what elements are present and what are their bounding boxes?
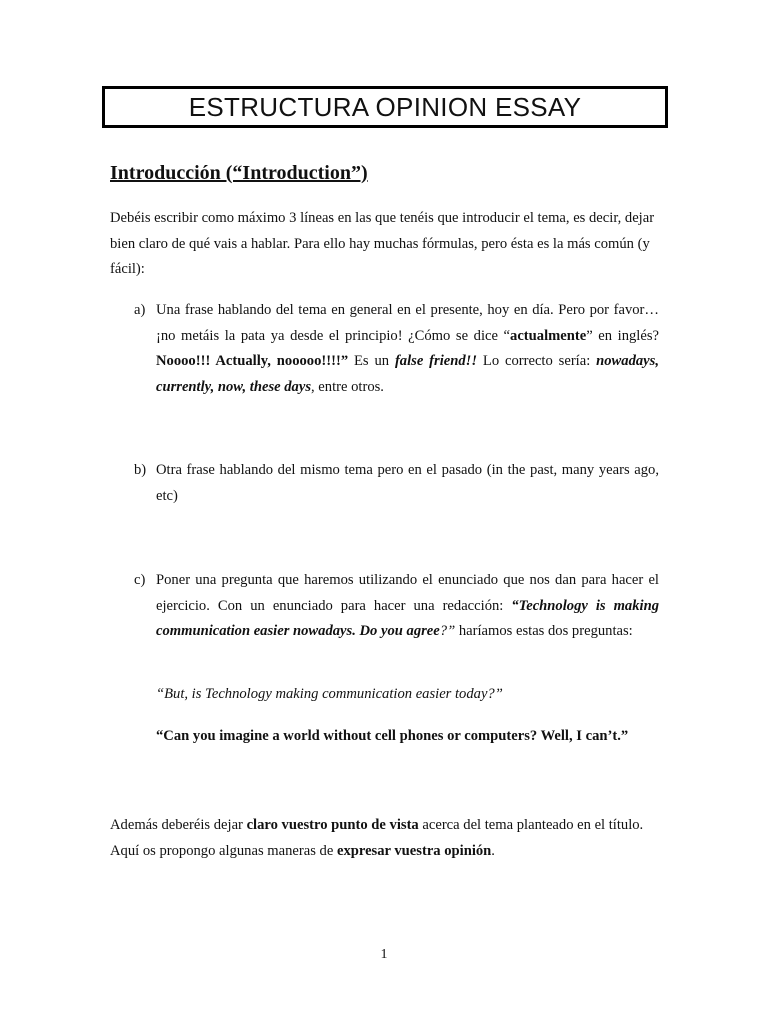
list-a-text-1: Una frase hablando del tema en general en el presente, hoy en día. Pero por favor…¡no metáis la pata ya desde el principio! ¿Cómo se dice “ — [156, 302, 659, 344]
list-item-a-text — [156, 298, 659, 400]
list-a-bold-actualmente: actualmente — [510, 327, 587, 344]
outro-text-1: Además deberéis dejar — [110, 817, 247, 833]
list-a-bold-actually: Noooo!!! Actually, nooooo!!!!” — [156, 353, 349, 369]
list-c-example-statement: “Technology is making communication easier nowadays. Do you agree — [156, 597, 659, 639]
example-question-1: “But, is Technology making communication easier today?” — [156, 686, 503, 702]
section-heading: Introducción (“Introduction”) — [110, 162, 368, 184]
document-title-text: ESTRUCTURA OPINION ESSAY — [188, 91, 582, 122]
example-question-2: “Can you imagine a world without cell phones or computers? Well, I can’t.” — [156, 728, 629, 744]
document-title — [102, 86, 668, 128]
intro-paragraph: Debéis escribir como máximo 3 líneas en las que tenéis que introducir el tema, es decir, dejar bien claro de qué vais a hablar. Para ello hay muchas fórmulas, pero ésta es la más común (y fácil): — [110, 210, 655, 277]
list-a-synonyms: nowadays, currently, now, these days — [156, 353, 659, 395]
list-marker-a: a) — [134, 302, 146, 318]
list-a-text-2: ” en inglés? — [586, 327, 659, 344]
list-c-text-1: Poner una pregunta que haremos utilizando el enunciado que nos dan para hacer el ejercicio. Con un enunciado para hacer una redacción: — [156, 572, 659, 614]
list-a-text-4: Lo correcto sería: — [477, 353, 597, 369]
list-item-a — [134, 298, 659, 400]
list-a-text-5: , entre otros. — [311, 378, 384, 395]
outro-bold-punto-de-vista: claro vuestro punto de vista — [246, 817, 419, 833]
list-c-text-2: haríamos estas dos preguntas: — [455, 623, 633, 639]
list-item-c — [134, 568, 659, 645]
outro-text-3: . — [491, 843, 495, 859]
list-marker-b: b) — [134, 462, 147, 478]
list-item-c-text — [156, 568, 659, 645]
list-a-text-3: Es un — [348, 353, 395, 369]
list-a-false-friend: false friend!! — [394, 353, 478, 369]
list-item-b-text: Otra frase hablando del mismo tema pero en el pasado (in the past, many years ago, etc) — [156, 462, 659, 504]
outro-bold-opinion: expresar vuestra opinión — [336, 843, 492, 859]
list-marker-c: c) — [134, 572, 146, 588]
list-item-b — [134, 458, 659, 509]
page-number: 1 — [380, 947, 388, 962]
list-c-question-mark: ?” — [439, 623, 456, 639]
outro-text-2: acerca del tema planteado en el título. Aquí os propongo algunas maneras de — [110, 817, 644, 859]
closing-paragraph — [110, 812, 660, 864]
